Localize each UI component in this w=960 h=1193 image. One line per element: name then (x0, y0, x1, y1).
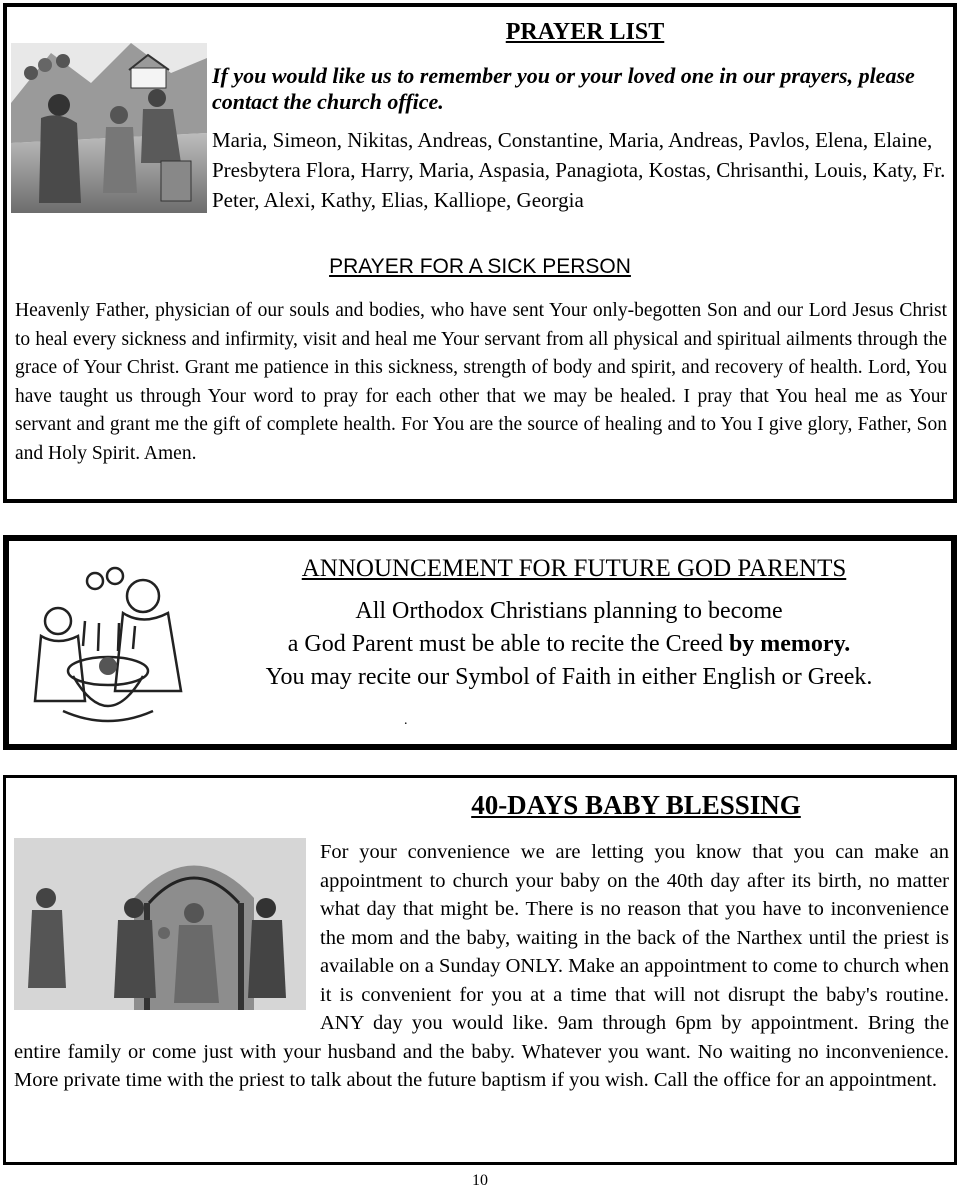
announcement-dot: . (404, 713, 408, 728)
baby-blessing-section (3, 775, 957, 1165)
baptism-sketch-image (23, 551, 193, 741)
icon-christ-healing-image (11, 43, 207, 213)
prayer-list-title: PRAYER LIST (505, 19, 665, 45)
prayer-list-section (3, 3, 957, 503)
baby-blessing-title: 40-DAYS BABY BLESSING (471, 790, 801, 820)
prayer-list-intro: If you would like us to remember you or your loved one in our prayers, please contact the church office. (212, 63, 915, 114)
sick-prayer-title: PRAYER FOR A SICK PERSON (329, 255, 631, 278)
announcement-line-2 (199, 628, 939, 661)
presentation-icon-image (14, 838, 314, 1010)
announcement-line-3: You may recite our Symbol of Faith in either English or Greek. (265, 664, 873, 690)
announcement-line-2-text: a God Parent must be able to recite the Creed (287, 631, 729, 657)
baby-blessing-body (14, 838, 949, 1095)
page-number: 10 (472, 1172, 488, 1189)
sick-prayer-text: Heavenly Father, physician of our souls and bodies, who have sent Your only-begotten Son and our Lord Jesus Christ to heal every sickness and infirmity, visit and heal me Your servant from all physical and spiritual ailments through the grace of Your Christ. Grant me patience in this sickness, strength of body and spirit, and recovery of health. Lord, You have taught us through Your word to pray for each other that we may be healed. I pray that You heal me as Your servant and grant me the gift of complete health. For You are the source of healing and to You I give glory, Father, Son and Holy Spirit. Amen. (15, 300, 947, 464)
announcement-title: ANNOUNCEMENT FOR FUTURE GOD PARENTS (301, 555, 847, 582)
announcement-text (199, 595, 939, 694)
announcement-by-memory: by memory. (728, 631, 851, 657)
prayer-list-names: Maria, Simeon, Nikitas, Andreas, Constantine, Maria, Andreas, Pavlos, Elena, Elaine, Presbytera Flora, Harry, Maria, Aspasia, Panagiota, Kostas, Chrisanthi, Louis, Katy, Fr. Peter, Alexi, Kathy, Elias, Kalliope, Georgia (212, 128, 946, 212)
god-parents-announcement-section (3, 535, 957, 750)
baby-blessing-text: For your convenience we are letting you know that you can make an appointment to church your baby on the 40th day after its birth, no matter what day that might be. There is no reason that you have to inconvenience the mom and the baby, waiting in the back of the Narthex until the priest is available on a Sunday ONLY. Make an appointment to come to church when it is convenient for you at a time that will not disrupt the baby's routine. ANY day you would like. 9am through 6pm by appointment. Bring the entire family or come just with your husband and the baby. Whatever you want. No waiting no inconvenience. More private time with the priest to talk about the future baptism if you wish. Call the office for an appointment. (14, 841, 949, 1091)
announcement-line-1: All Orthodox Christians planning to become (355, 598, 783, 624)
